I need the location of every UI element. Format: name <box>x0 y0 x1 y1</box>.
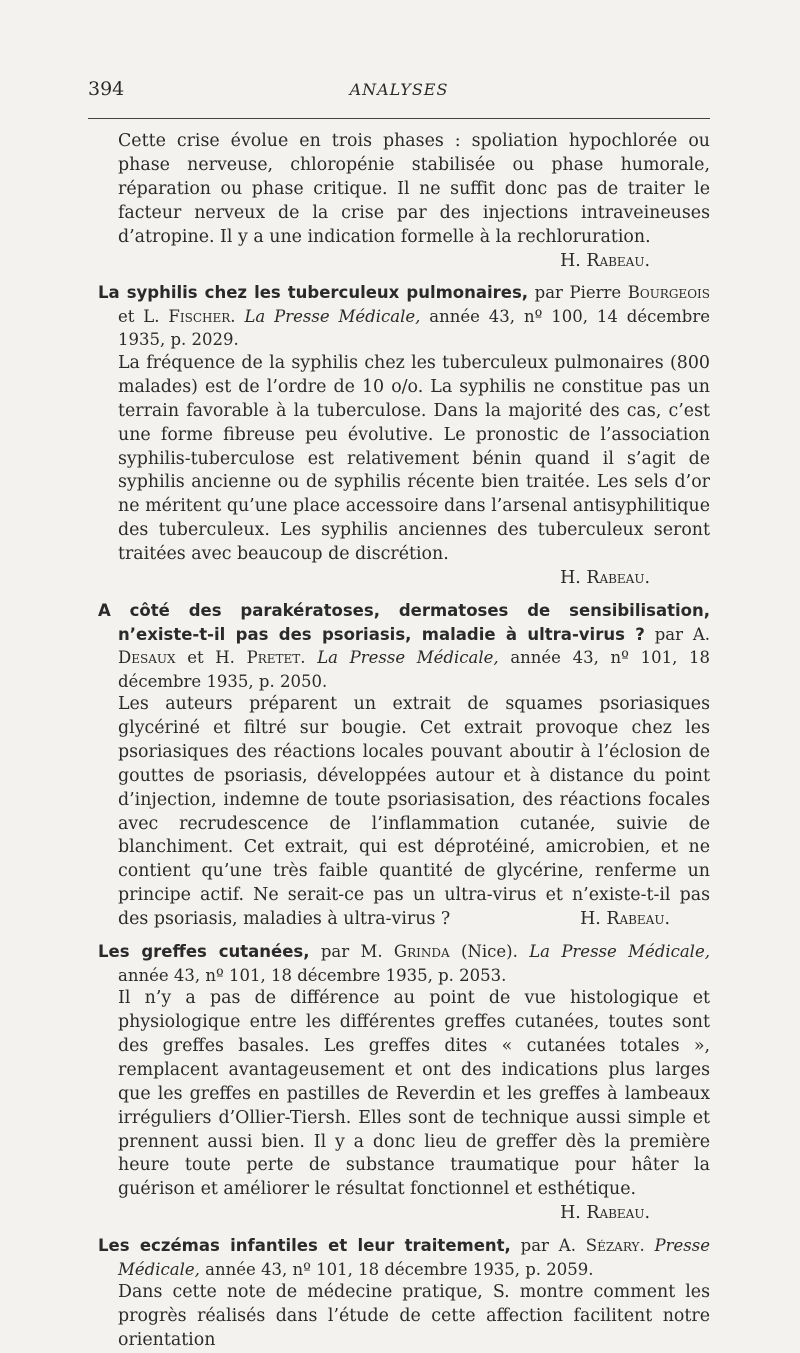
article-1-author-1: Bourgeois <box>627 283 710 303</box>
article-3-title: Les greffes cutanées, <box>98 942 310 962</box>
intro-signature: H. Rabeau. <box>560 250 650 271</box>
article-4-title: Les eczémas infantiles et leur traitement, <box>98 1236 511 1256</box>
page-number: 394 <box>88 78 125 100</box>
intro-text: Cette crise évolue en trois phases : spoliation hypochlorée ou phase nerveuse, chloropénie stabilisée ou phase humorale, réparation ou phase critique. Il ne suffit donc pas de traiter le facteur nerveux de la crise par des injections intraveineuses d’atropine. Il y a une indication formelle à la rechloruration. <box>118 131 710 247</box>
article-2-ref-post: année 43, nº 101, 18 décembre 1935, p. 2050. <box>118 648 710 691</box>
article-1-heading <box>98 281 710 352</box>
article-4-journal: Presse Médicale, <box>118 1236 710 1279</box>
article-3-ref-post: année 43, nº 101, 18 décembre 1935, p. 2053. <box>118 965 507 985</box>
article-2-author-1: Desaux <box>118 648 176 667</box>
article-4-author-1: Sézary <box>585 1236 640 1256</box>
article-1-signature: H. Rabeau. <box>560 568 650 589</box>
article-1 <box>98 281 710 591</box>
article-3-author-1: Grinda <box>393 942 450 962</box>
article-1-journal: La Presse Médicale, <box>244 306 421 326</box>
article-2-ref-dot: . <box>300 648 318 667</box>
article-2-ref-mid: et H. <box>175 648 247 667</box>
article-2-journal: La Presse Médicale, <box>317 648 499 667</box>
article-2-body <box>118 693 710 932</box>
article-1-ref-dot: . <box>230 306 245 326</box>
article-4-heading <box>98 1234 710 1281</box>
article-3-body: Il n’y a pas de différence au point de vue histologique et physiologique entre les différentes greffes cutanées, toutes sont des greffes basales. Les greffes dites « cutanées totales », remplacent avantageusement et ont des indications plus larges que les greffes en pastilles de Reverdin et les greffes à lambeaux irréguliers d’Ollier-Tiersh. Elles sont de technique aussi simple et prennent aussi bien. Il y a donc lieu de greffer dès la première heure toute perte de substance traumatique pour hâter la guérison et améliorer le résultat fonctionnel et esthétique. <box>118 988 710 1200</box>
article-1-title: La syphilis chez les tuberculeux pulmonaires, <box>98 283 529 303</box>
article-1-ref-post: année 43, nº 100, 14 décembre 1935, p. 2029. <box>118 306 710 350</box>
article-2 <box>98 599 710 932</box>
article-1-author-2: Fischer <box>168 306 231 326</box>
article-4-body: Dans cette note de médecine pratique, S. montre comment les progrès réalisés dans l’étude de cette affection facilitent notre orientation <box>118 1282 710 1350</box>
article-4-ref-mid: . <box>639 1236 655 1256</box>
article-3 <box>98 940 710 1226</box>
article-4-ref-post: année 43, nº 101, 18 décembre 1935, p. 2059. <box>199 1259 594 1279</box>
article-2-heading <box>98 599 710 693</box>
article-2-author-2: Pretet <box>246 648 301 667</box>
article-1-body: La fréquence de la syphilis chez les tuberculeux pulmonaires (800 malades) est de l’ordre de 10 o/o. La syphilis ne constitue pas un terrain favorable à la tuberculose. Dans la majorité des cas, c’est une forme fibreuse peu évolutive. Le pronostic de l’association syphilis-tuberculose est relativement bénin quand il s’agit de syphilis ancienne ou de syphilis récente bien traitée. Les sels d’or ne méritent qu’une place accessoire dans l’arsenal antisyphilitique des tuberculeux. Les syphilis anciennes des tuberculeux seront traitées avec beaucoup de discrétion. <box>118 352 710 565</box>
article-2-signature: H. Rabeau. <box>580 909 670 930</box>
article-1-ref-mid: et L. <box>118 306 169 326</box>
article-3-signature: H. Rabeau. <box>560 1203 650 1224</box>
intro-paragraph <box>118 130 710 250</box>
article-4-ref-pre: par A. <box>510 1236 586 1256</box>
article-2-ref-pre: par A. <box>644 624 710 644</box>
article-2-body-text: Les auteurs préparent un extrait de squames psoriasiques glycériné et filtré sur bougie. Cet extrait provoque chez les psoriasiques des réactions locales pouvant aboutir à l’éclosion de gouttes de psoriasis, développées autour et à distance du point d’injection, indemne de toute psoriasisation, des réactions focales avec recrudescence de l’inflammation cutanée, suivie de blanchiment. Cet extrait, qui est déprotéiné, amicrobien, et ne contient qu’une très faible quantité de glycérine, renferme un principe actif. Ne serait-ce pas un ultra-virus et n’existe-t-il pas des psoriasis, maladies à ultra-virus ? <box>118 694 710 930</box>
page-header <box>88 78 710 119</box>
article-3-ref-mid: (Nice). <box>449 942 530 962</box>
article-4 <box>98 1234 710 1353</box>
article-3-ref-pre: par M. <box>309 942 394 962</box>
article-2-title: A côté des parakératoses, dermatoses de sensibilisation, n’existe-t-il pas des psoriasis, maladie à ultra-virus ? <box>98 601 710 644</box>
article-3-journal: La Presse Médicale, <box>529 942 710 962</box>
page-content <box>98 130 710 1353</box>
article-1-ref-pre: par Pierre <box>528 283 628 303</box>
running-head: ANALYSES <box>349 80 449 99</box>
article-3-heading <box>98 940 710 987</box>
